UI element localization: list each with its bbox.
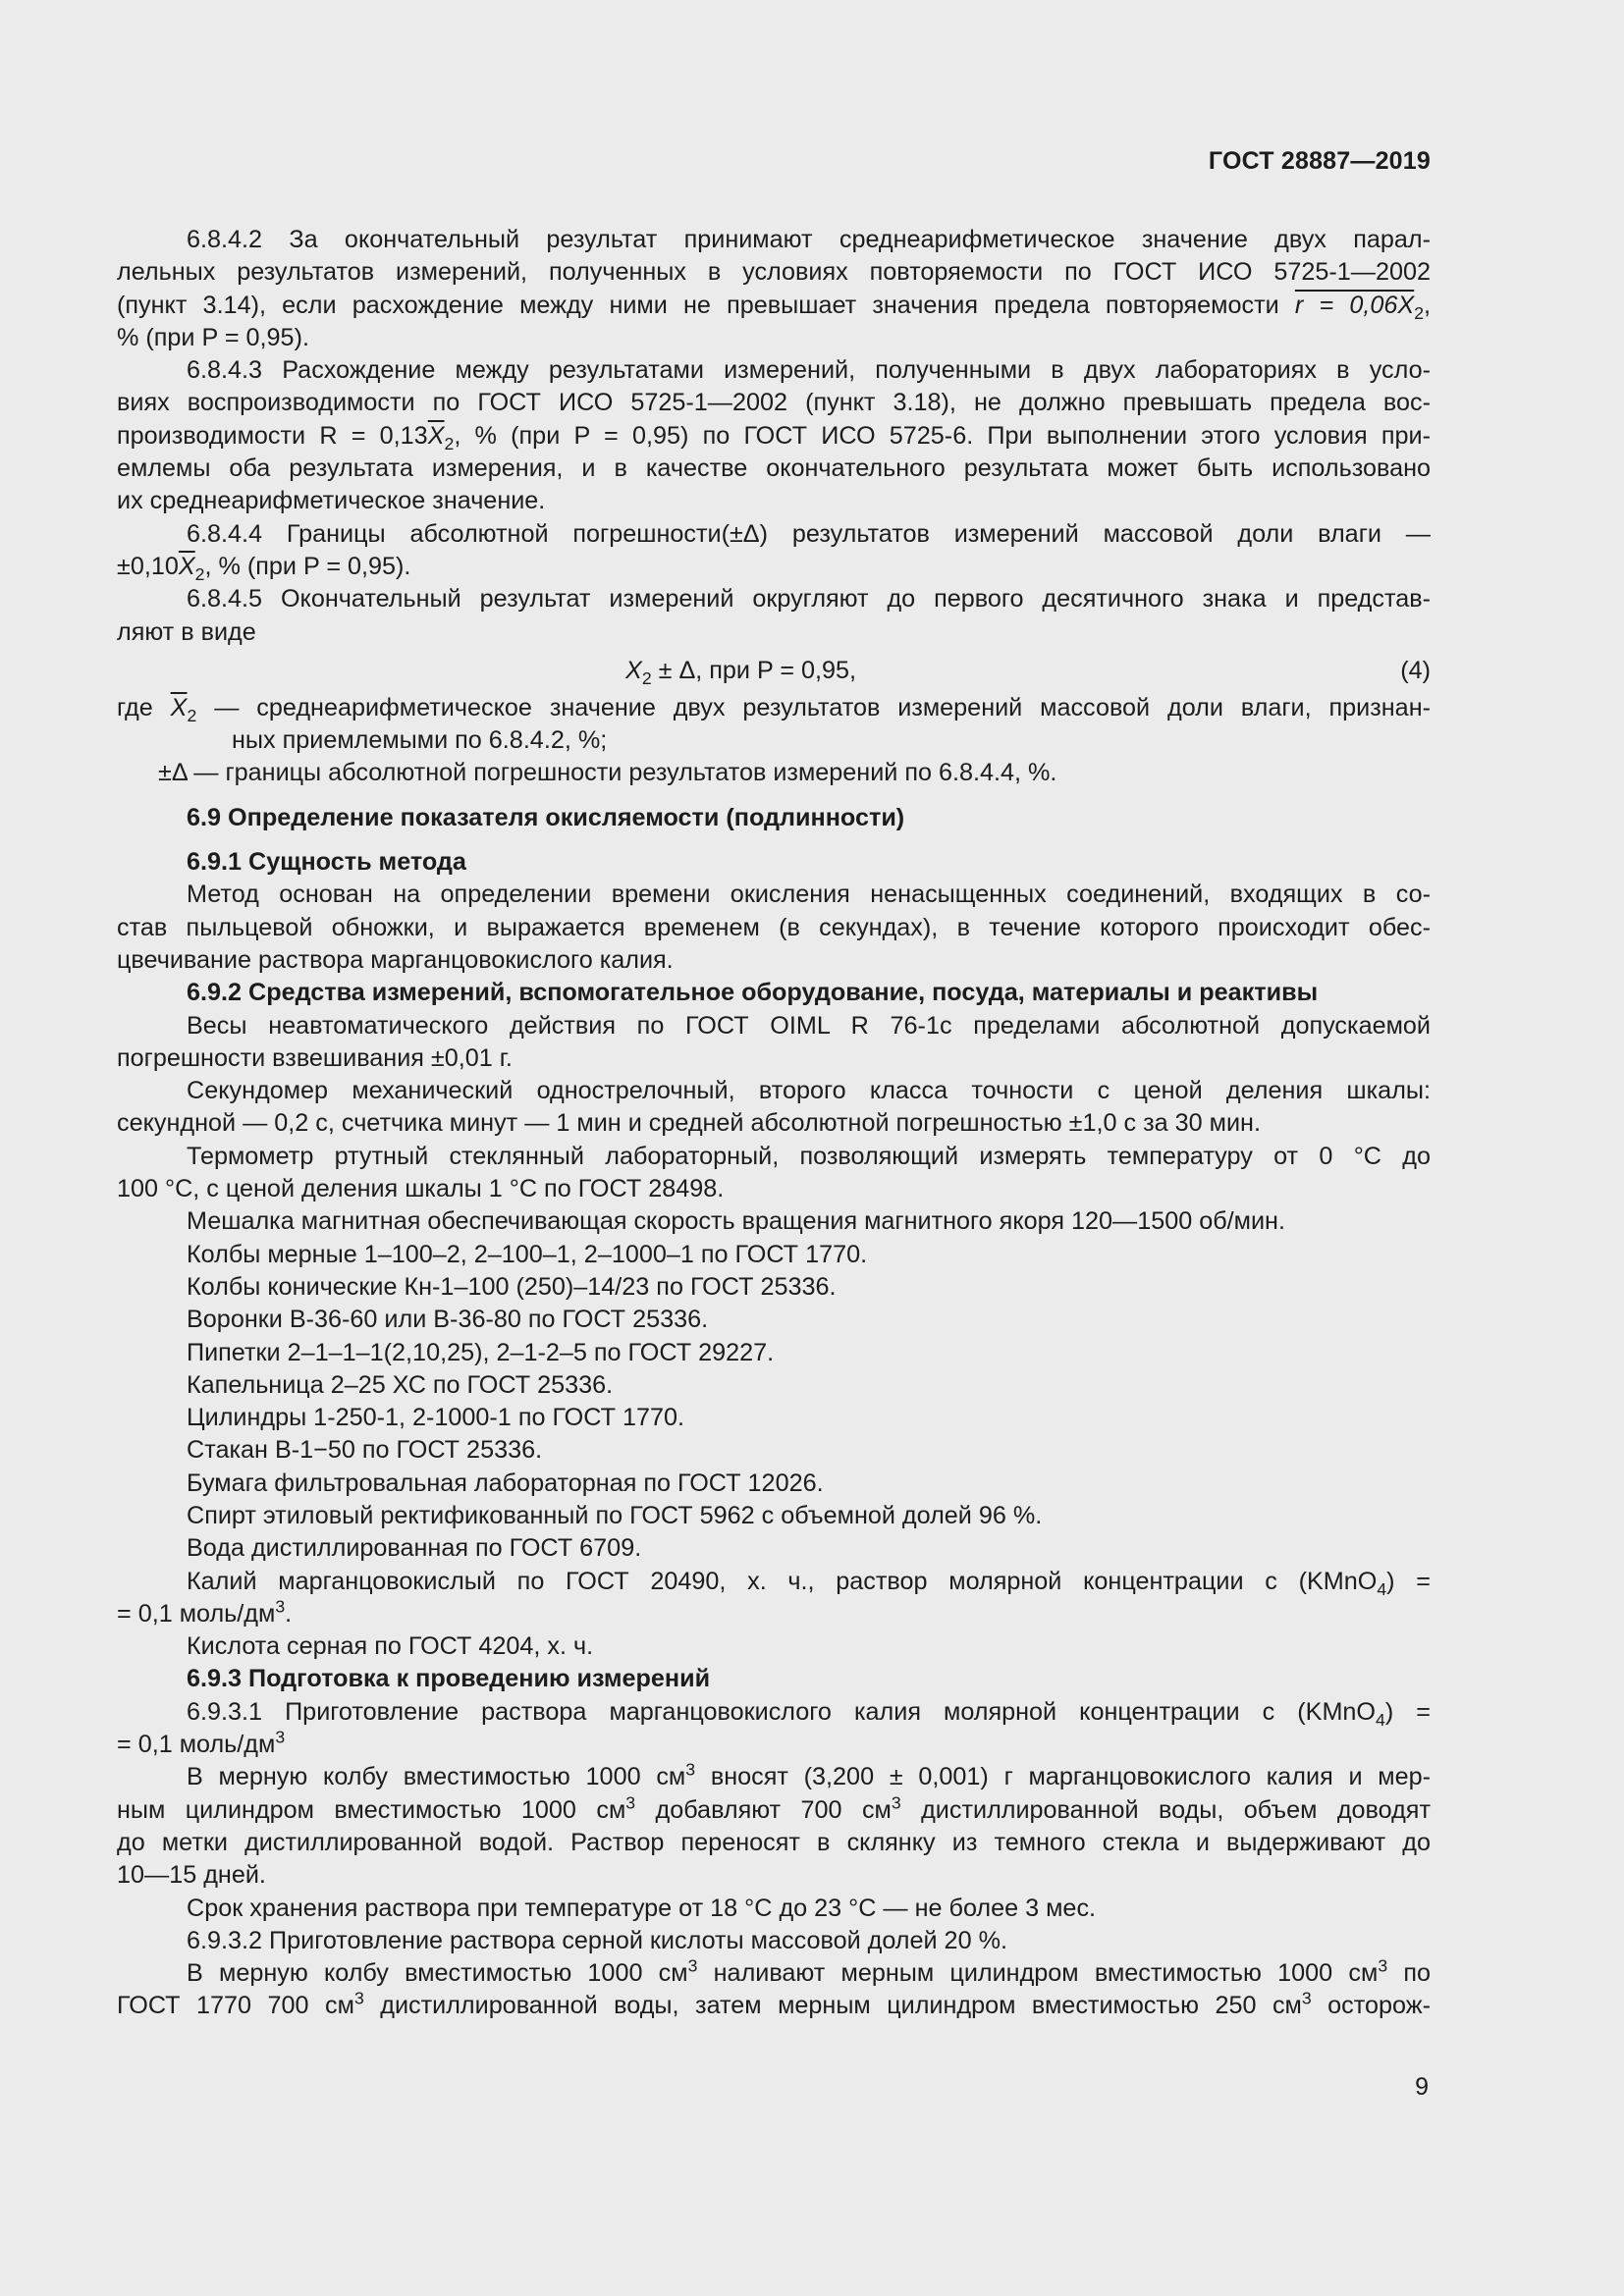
text-line: Термометр ртутный стеклянный лабораторный, позволяющий измерять температуру от 0 °С до [187, 1142, 1431, 1170]
list-item: Мешалка магнитная обеспечивающая скорость вращения магнитного якоря 120—1500 об/мин. [187, 1207, 1285, 1236]
text-line: до метки дистиллированной водой. Раствор переносят в склянку из темного стекла и выдерживают до [117, 1828, 1431, 1856]
list-item: Спирт этиловый ректификованный по ГОСТ 5962 с объемной долей 96 %. [187, 1501, 1043, 1529]
text-line: виях воспроизводимости по ГОСТ ИСО 5725-1—2002 (пункт 3.18), не должно превышать предела вос- [117, 389, 1431, 417]
paragraph-storage: Срок хранения раствора при температуре от 18 °С до 23 °С — не более 3 мес. [187, 1894, 1097, 1922]
subscript: 4 [1376, 1709, 1385, 1730]
text-line [117, 1990, 1431, 2022]
formula-var: $\overline{X}$ [427, 421, 445, 450]
section-heading-6-9-2: 6.9.2 Средства измерений, вспомогательное оборудование, посуда, материалы и реактивы [187, 979, 1319, 1007]
text-span: . [285, 1599, 293, 1628]
subscript: 4 [1377, 1578, 1387, 1599]
spacer [117, 834, 1431, 846]
formula-var: r = 0,06X [1294, 291, 1415, 319]
spacer [117, 790, 1431, 802]
text-span: ГОСТ 1770 700 см [117, 1992, 354, 2020]
formula-rest: ± Δ, при P = 0,95, [651, 656, 857, 684]
paragraph-6-9-3-2: 6.9.3.2 Приготовление раствора серной кислоты массовой долей 20 %. [187, 1926, 1007, 1954]
text-line [117, 1566, 1431, 1598]
text-line: ных приемлемыми по 6.8.4.2, %; [232, 726, 608, 755]
list-item: Пипетки 2–1–1–1(2,10,25), 2–1-2–5 по ГОСТ 29227. [187, 1338, 775, 1366]
text-span: производимости R = 0,13 [117, 421, 428, 450]
text-span: В мерную колбу вместимостью 1000 см [187, 1763, 686, 1791]
text-line [117, 757, 1431, 789]
text-line: погрешности взвешивания ±0,01 г. [117, 1043, 513, 1072]
superscript: 3 [1301, 1989, 1312, 2009]
text-line: цвечивание раствора марганцовокислого калия. [117, 945, 674, 974]
text-span: Калий марганцовокислый по ГОСТ 20490, х. ч., раствор молярной концентрации c (KMnO [187, 1567, 1378, 1595]
text-line [117, 1696, 1431, 1729]
list-item: Цилиндры 1-250-1, 2-1000-1 по ГОСТ 1770. [187, 1404, 685, 1432]
text-line: % (при P = 0,95). [117, 323, 309, 351]
document-header: ГОСТ 28887—2019 [1208, 147, 1431, 175]
text-line: Метод основан на определении времени окисления ненасыщенных соединений, входящих в со- [187, 881, 1431, 909]
text-span: наливают мерным цилиндром вместимостью 1000 см [697, 1959, 1379, 1988]
formula-var: X [625, 656, 642, 684]
section-heading-6-9-3: 6.9.3 Подготовка к проведению измерений [187, 1665, 711, 1693]
text-span: дистиллированной воды, объем доводят [900, 1795, 1431, 1824]
text-span: по [1387, 1959, 1432, 1988]
text-span: ным цилиндром вместимостью 1000 см [117, 1795, 626, 1824]
text-line: Весы неавтоматического действия по ГОСТ OIML R 76-1c пределами абсолютной допускаемой [187, 1011, 1431, 1040]
paragraph-method-essence [117, 879, 1431, 977]
page-number: 9 [1415, 2073, 1429, 2101]
text-span: среднеарифметическое значение двух результатов измерений массовой доли влаги, признан- [256, 693, 1431, 721]
text-line: 6.8.4.5 Окончательный результат измерений округляют до первого десятичного знака и представ- [187, 585, 1431, 614]
text-line: секундной — 0,2 с, счетчика минут — 1 мин и средней абсолютной погрешностью ±1,0 с за 30 мин. [117, 1109, 1261, 1138]
text-line: ляют в виде [117, 617, 256, 646]
text-line [117, 1729, 1431, 1761]
formula-4 [117, 651, 1431, 690]
text-line: 6.8.4.2 За окончательный результат принимают среднеарифметическое значение двух парал- [187, 226, 1431, 253]
text-span: вносят (3,200 ± 0,001) г марганцовокислого калия и мер- [695, 1763, 1432, 1791]
subscript: 2 [1414, 302, 1424, 323]
list-item: Кислота серная по ГОСТ 4204, х. ч. [187, 1632, 594, 1661]
paragraph-6-8-4-2 [117, 224, 1431, 354]
list-item: Вода дистиллированная по ГОСТ 6709. [187, 1534, 642, 1563]
paragraph-6-9-3-1 [117, 1696, 1431, 1762]
formula-number: (4) [1400, 656, 1431, 684]
text-line [117, 290, 1431, 322]
text-line: Секундомер механический однострелочный, второго класса точности с ценой деления шкалы: [187, 1077, 1431, 1105]
section-heading-6-9-1: 6.9.1 Сущность метода [187, 848, 466, 877]
document-body [117, 224, 1431, 2023]
text-span: (пункт 3.14), если расхождение между ними не превышает значения предела повторяемости [117, 291, 1279, 319]
superscript: 3 [685, 1759, 696, 1780]
text-span: ±Δ — [158, 759, 226, 787]
text-span: ) = [1386, 1567, 1431, 1595]
list-item: Бумага фильтровальная лабораторная по ГОСТ 12026. [187, 1468, 824, 1497]
text-line: став пыльцевой обножки, и выражается временем (в секундах), в течение которого происходит обес- [117, 913, 1431, 941]
list-item: Капельница 2–25 ХС по ГОСТ 25336. [187, 1370, 614, 1399]
text-span: дистиллированной воды, затем мерным цилиндром вместимостью 250 см [363, 1992, 1302, 2020]
superscript: 3 [891, 1792, 901, 1813]
text-span: ±0,10 [117, 552, 179, 580]
superscript: 3 [1378, 1955, 1388, 1976]
text-line [117, 551, 1431, 583]
text-span: осторож- [1311, 1992, 1431, 2020]
text-line [117, 1957, 1431, 1990]
list-item: Колбы мерные 1–100–2, 2–100–1, 2–1000–1 по ГОСТ 1770. [187, 1240, 868, 1268]
text-span: — [196, 693, 257, 721]
formula-var: $\overline{X}$ [170, 693, 188, 721]
subscript: 2 [444, 433, 455, 454]
text-line: лельных результатов измерений, полученных в условиях повторяемости по ГОСТ ИСО 5725-1—2002 [117, 258, 1431, 287]
superscript: 3 [687, 1955, 698, 1976]
text-span: , % (при P = 0,95) по ГОСТ ИСО 5725-6. При выполнении этого условия при- [454, 421, 1432, 450]
text-span: границы абсолютной погрешности результатов измерений по 6.8.4.4, %. [225, 759, 1057, 787]
superscript: 3 [275, 1596, 286, 1617]
text-line: 10—15 дней. [117, 1861, 266, 1890]
text-span: добавляют 700 см [635, 1795, 892, 1824]
list-item: Стакан В-1−50 по ГОСТ 25336. [187, 1436, 543, 1465]
text-line [117, 420, 1431, 453]
text-line: емлемы оба результата измерения, и в качестве окончательного результата может быть использовано [117, 454, 1431, 483]
text-line: 6.8.4.4 Границы абсолютной погрешности(±Δ) результатов измерений массовой доли влаги — [187, 519, 1431, 548]
paragraph-6-8-4-4 [117, 518, 1431, 584]
superscript: 3 [625, 1792, 636, 1813]
list-item: Колбы конические Кн-1–100 (250)–14/23 по ГОСТ 25336. [187, 1272, 837, 1301]
superscript: 3 [353, 1989, 364, 2009]
formula-var: $\overline{X}$ [178, 552, 195, 580]
text-line: их среднеарифметическое значение. [117, 487, 546, 515]
subscript: 2 [194, 564, 205, 584]
text-span: , [1424, 291, 1431, 319]
formula-expression [625, 651, 856, 690]
formula-explanation-delta [117, 757, 1431, 789]
text-span: = 0,1 моль/дм [117, 1731, 276, 1759]
text-line: 6.8.4.3 Расхождение между результатами измерений, полученными в двух лабораториях в усло- [187, 356, 1431, 385]
section-heading-6-9: 6.9 Определение показателя окисляемости (подлинности) [187, 803, 905, 831]
text-span: В мерную колбу вместимостью 1000 см [187, 1959, 688, 1988]
text-line [117, 1761, 1431, 1793]
paragraph-acid-prep [117, 1957, 1431, 2023]
superscript: 3 [275, 1727, 286, 1747]
text-span: 6.9.3.1 Приготовление раствора марганцовокислого калия молярной концентрации c (KMnO [187, 1697, 1377, 1726]
text-span: = 0,1 моль/дм [117, 1599, 276, 1628]
list-item: Воронки В-36-60 или В-36-80 по ГОСТ 25336. [187, 1306, 709, 1334]
equipment-list [117, 1010, 1431, 1664]
text-span: , % (при P = 0,95). [204, 552, 411, 580]
text-span: ) = [1384, 1697, 1431, 1726]
paragraph-solution-prep [117, 1761, 1431, 1892]
paragraph-6-8-4-5 [117, 583, 1431, 649]
text-line [117, 1598, 1431, 1630]
text-line [117, 1794, 1431, 1827]
formula-explanation-x2 [117, 692, 1431, 758]
text-span: где [117, 693, 171, 721]
text-line [117, 692, 1431, 724]
subscript: 2 [187, 705, 197, 725]
text-line: 100 °С, с ценой деления шкалы 1 °С по ГОСТ 28498. [117, 1175, 725, 1203]
subscript: 2 [641, 667, 652, 688]
paragraph-6-8-4-3 [117, 354, 1431, 517]
